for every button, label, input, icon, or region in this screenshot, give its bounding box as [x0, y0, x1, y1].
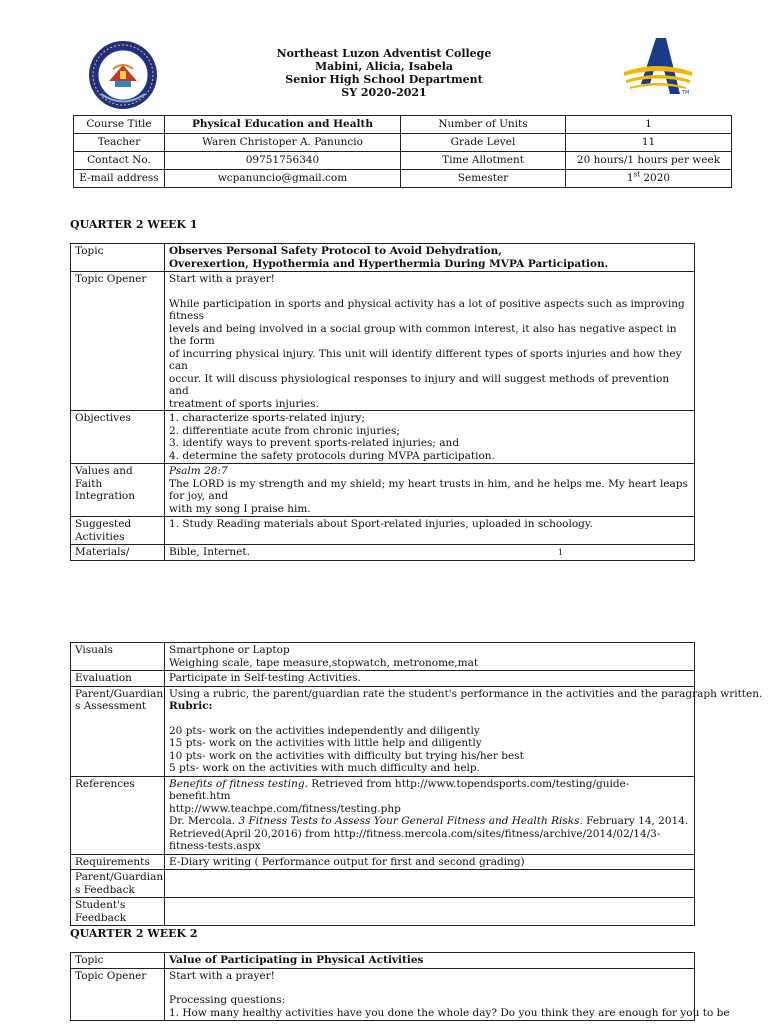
student-feedback-value	[165, 898, 695, 926]
objectives-value: 1. characterize sports-related injury; 2. differentiate acute from chronic injuries; 3. identify ways to prevent sports-related injuries; and 4. determine the safety protocols during MVPA participation.	[165, 411, 695, 464]
evaluation-label: Evaluation	[71, 671, 165, 687]
table-row	[71, 870, 695, 898]
table-row	[74, 152, 732, 170]
email-label: E-mail address	[74, 170, 165, 188]
semester-value: 1st 2020	[566, 170, 732, 188]
parent-feedback-label: Parent/Guardian' s Feedback	[71, 870, 165, 898]
school-name: Northeast Luzon Adventist College	[276, 47, 492, 60]
week1-table	[70, 243, 695, 561]
values-value: Psalm 28:7 The LORD is my strength and my shield; my heart trusts in him, and he helps me. My heart leaps for joy, and with my song I praise him.	[165, 464, 695, 517]
page-number: 1	[558, 548, 564, 557]
table-row	[74, 170, 732, 188]
topic-value: Observes Personal Safety Protocol to Avoid Dehydration, Overexertion, Hypothermia and Hyperthermia During MVPA Participation.	[165, 244, 695, 272]
references-value: Benefits of fitness testing. Retrieved from http://www.topendsports.com/testing/guide-benefit.htm http://www.teachpe.com/fitness/testing.php Dr. Mercola. 3 Fitness Tests to Assess Your General Fitness and Health Risks. February 14, 2014. Retrieved(April 20,2016) from http://fitness.mercola.com/sites/fitness/archive/2014/02/14/3- fitness-tests.aspx	[165, 776, 695, 854]
evaluation-value: Participate in Self-testing Activities.	[165, 671, 695, 687]
course-info-table	[73, 115, 732, 188]
week2-topic-value: Value of Participating in Physical Activities	[165, 953, 695, 969]
visuals-label: Visuals	[71, 643, 165, 671]
table-row	[71, 686, 695, 776]
table-row	[71, 968, 695, 1021]
topic-opener-value: Start with a prayer! While participation in sports and physical activity has a lot of positive aspects such as improving fitness levels and being involved in a social group with common interest, it also has negative aspect in the form of incurring physical injury. This unit will identify different types of sports injuries and how they can occur. It will discuss physiological responses to injury and will suggest methods of prevention and treatment of sports injuries.	[165, 272, 695, 411]
teacher-value: Waren Christoper A. Panuncio	[165, 134, 401, 152]
school-year: SY 2020-2021	[341, 86, 427, 99]
time-allotment-value: 20 hours/1 hours per week	[566, 152, 732, 170]
table-row	[71, 953, 695, 969]
table-row	[71, 898, 695, 926]
table-row	[71, 643, 695, 671]
grade-level-value: 11	[566, 134, 732, 152]
materials-label: Materials/	[71, 545, 165, 561]
table-row	[71, 272, 695, 411]
grade-level-label: Grade Level	[401, 134, 566, 152]
school-address: Mabini, Alicia, Isabela	[314, 60, 454, 73]
requirements-value: E-Diary writing ( Performance output for first and second grading)	[165, 854, 695, 870]
teacher-label: Teacher	[74, 134, 165, 152]
suggested-label: Suggested Activities	[71, 517, 165, 545]
week1-heading: QUARTER 2 WEEK 1	[70, 218, 198, 231]
table-row	[74, 134, 732, 152]
suggested-value: 1. Study Reading materials about Sport-related injuries, uploaded in schoology.	[165, 517, 695, 545]
contact-label: Contact No.	[74, 152, 165, 170]
requirements-label: Requirements	[71, 854, 165, 870]
units-label: Number of Units	[401, 116, 566, 134]
parent-assessment-value: Using a rubric, the parent/guardian rate the student's performance in the activities and the paragraph written. Rubric: 20 pts- work on the activities independently and diligently 15 pts- work on the activities with little help and diligently 10 pts- work on the activities with difficulty but trying his/her best 5 pts- work on the activities with much difficulty and help.	[165, 686, 695, 776]
trademark-mark: TM	[682, 90, 690, 96]
school-department: Senior High School Department	[285, 73, 483, 86]
email-value: wcpanuncio@gmail.com	[165, 170, 401, 188]
student-feedback-label: Student's Feedback	[71, 898, 165, 926]
materials-value: Bible, Internet.	[165, 545, 695, 561]
table-row	[71, 411, 695, 464]
parent-feedback-value	[165, 870, 695, 898]
course-title-label: Course Title	[74, 116, 165, 134]
table-row	[71, 545, 695, 561]
table-row	[71, 671, 695, 687]
table-row	[71, 464, 695, 517]
school-header	[0, 47, 768, 99]
topic-opener-label: Topic Opener	[71, 272, 165, 411]
table-row	[71, 776, 695, 854]
contact-value: 09751756340	[165, 152, 401, 170]
visuals-value: Smartphone or Laptop Weighing scale, tape measure,stopwatch, metronome,mat	[165, 643, 695, 671]
continuation-table	[70, 642, 763, 926]
week2-topic-label: Topic	[71, 953, 165, 969]
objectives-label: Objectives	[71, 411, 165, 464]
references-label: References	[71, 776, 165, 854]
table-row	[71, 244, 695, 272]
parent-assessment-label: Parent/Guardian' s Assessment	[71, 686, 165, 776]
topic-label: Topic	[71, 244, 165, 272]
course-title-value: Physical Education and Health	[165, 116, 401, 134]
time-allotment-label: Time Allotment	[401, 152, 566, 170]
week2-opener-value: Start with a prayer! Processing questions: 1. How many healthy activities have you done the whole day? Do you think they are enough for you to be	[165, 968, 695, 1021]
values-label: Values and Faith Integration	[71, 464, 165, 517]
table-row	[71, 854, 695, 870]
units-value: 1	[566, 116, 732, 134]
week2-table	[70, 952, 730, 1021]
week2-heading: QUARTER 2 WEEK 2	[70, 927, 198, 940]
table-row	[71, 517, 695, 545]
semester-label: Semester	[401, 170, 566, 188]
week2-opener-label: Topic Opener	[71, 968, 165, 1021]
table-row	[74, 116, 732, 134]
